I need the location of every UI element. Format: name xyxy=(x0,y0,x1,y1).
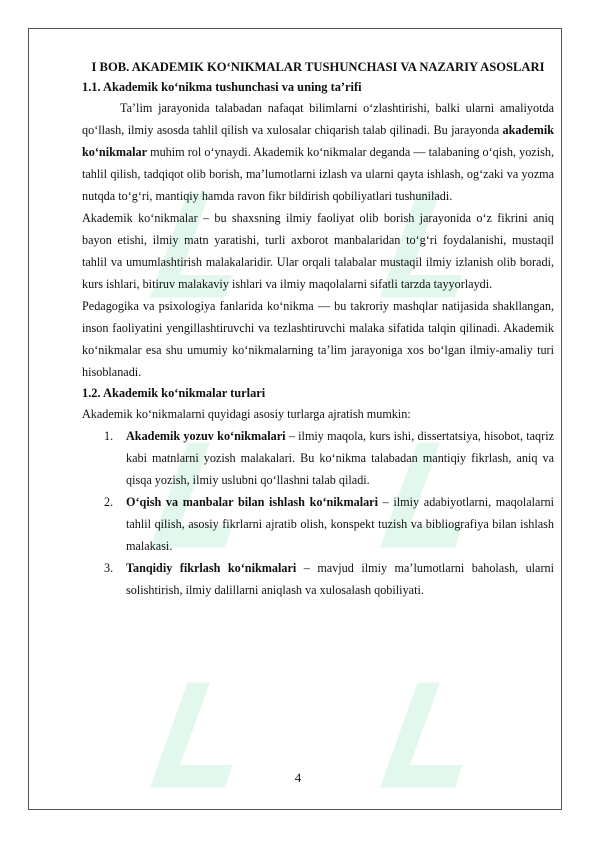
page-number: 4 xyxy=(294,770,302,785)
paragraph-3: Pedagogika va psixologiya fanlarida ko‘nikma — bu takroriy mashqlar natijasida shakllangan, inson faoliyatini yengillashtiruvchi va tezlashtiruvchi malaka sifatida talqin qilinadi. Akademik ko‘nikmalar esa shu umumiy ko‘nikmalarning ta’lim jarayoniga xos bo‘lgan ilmiy-amaliy turi hisoblanadi. xyxy=(82,299,554,379)
list-item xyxy=(82,425,554,491)
list-item xyxy=(82,557,554,601)
list-item-title: Tanqidiy fikrlash ko‘nikmalari xyxy=(126,561,297,575)
document-body xyxy=(82,60,554,601)
list-item xyxy=(82,491,554,557)
skills-list xyxy=(82,425,554,601)
list-item-text: – ilmiy maqola, kurs ishi, dissertatsiya, hisobot, taqriz kabi matnlarni yozish malakalari. Bu ko‘nikma talabadan mantiqiy fikrlash, aniq va qisqa yozish, ilmiy uslubni qo‘llashni talab qiladi. xyxy=(126,429,554,487)
list-item-text: – mavjud ilmiy ma’lumotlarni baholash, ularni solishtirish, ilmiy dalillarni aniqlash va xulosalash qobiliyati. xyxy=(126,561,554,597)
chapter-title: I BOB. AKADEMIK KO‘NIKMALAR TUSHUNCHASI VA NAZARIY ASOSLARI xyxy=(91,60,545,74)
list-item-title: O‘qish va manbalar bilan ishlash ko‘nikmalari xyxy=(126,495,378,509)
section-heading-1-2: 1.2. Akademik ko‘nikmalar turlari xyxy=(82,386,266,400)
list-item-title: Akademik yozuv ko‘nikmalari xyxy=(126,429,286,443)
section-heading-1-1: 1.1. Akademik ko‘nikma tushunchasi va uning ta’rifi xyxy=(82,80,362,94)
list-item-number: 3. xyxy=(104,561,114,575)
paragraph-2: Akademik ko‘nikmalar – bu shaxsning ilmiy faoliyat olib borish jarayonida o‘z fikrini aniq bayon etishi, ilmiy matn yaratishi, turli axborot manbalaridan to‘g‘ri foydalanishi, mustaqil tahlil va umumlashtirish malakalaridir. Ular orqali talabalar mustaqil ilmiy izlanish olib boradi, kurs ishlari, bitiruv malakaviy ishlari va ilmiy maqolalarni sifatli tarzda tayyorlaydi. xyxy=(82,211,554,291)
paragraph-1-text-b: muhim rol o‘ynaydi. Akademik ko‘nikmalar deganda — talabaning o‘qish, yozish, tahlil qilish, tadqiqot olib borish, ma’lumotlarni izlash va ularni qayta ishlash, og‘zaki va yozma nutqda to‘g‘ri, mantiqiy hamda ravon fikr bildirish qobiliyatlari tushuniladi. xyxy=(82,145,554,203)
paragraph-4: Akademik ko‘nikmalarni quyidagi asosiy turlarga ajratish mumkin: xyxy=(82,407,411,421)
list-item-number: 2. xyxy=(104,495,114,509)
paragraph-1 xyxy=(82,97,554,207)
list-item-text: – ilmiy adabiyotlarni, maqolalarni tahlil qilish, asosiy fikrlarni ajratib olish, konspekt tuzish va bibliografiya bilan ishlash malakasi. xyxy=(126,495,554,553)
list-item-number: 1. xyxy=(104,429,114,443)
paragraph-1-bold: akademik ko‘nikmalar xyxy=(82,123,554,159)
paragraph-1-text-a: Ta’lim jarayonida talabadan nafaqat bilimlarni o‘zlashtirishi, balki ularni amaliyotda qo‘llash, ilmiy asosda tahlil qilish va xulosalar chiqarish talab qilinadi. Bu jarayonda xyxy=(82,101,554,137)
